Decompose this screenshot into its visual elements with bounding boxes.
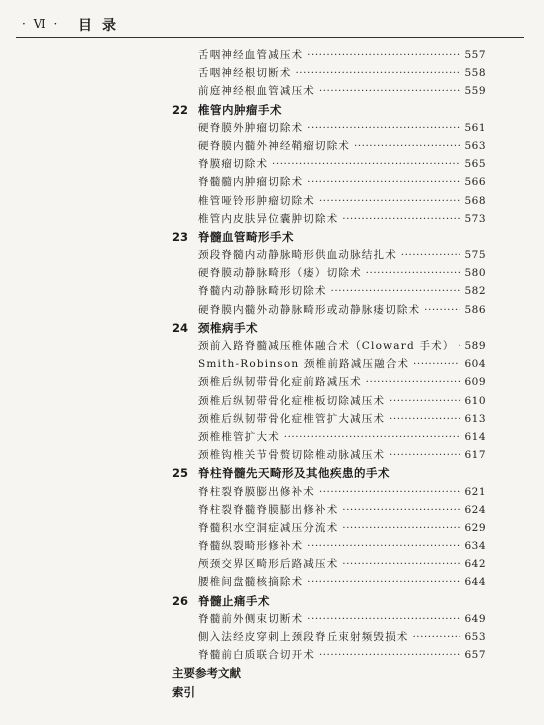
toc-back-matter (0, 664, 544, 682)
toc-entry (0, 173, 544, 191)
toc-entry (0, 210, 544, 228)
header-title: 目录 (78, 18, 126, 34)
entry-title: 颈椎后纵韧带骨化症椎板切除减压术 ····· (198, 392, 460, 410)
entry-page-number: 604 (464, 358, 486, 371)
toc-entry (0, 119, 544, 137)
entry-title: 脊柱裂脊膜膨出修补术 ····· (198, 483, 460, 501)
entry-page-number: 558 (464, 67, 486, 80)
entry-title: 脊髓前外侧束切断术 ····· (198, 610, 460, 628)
entry-title: 硬脊膜内髓外动静脉畸形或动静脉瘘切除术 ····· (198, 301, 460, 319)
toc-entry (0, 246, 544, 264)
entry-title: 颈椎椎管扩大术 ····· (198, 428, 460, 446)
entry-title: 椎管哑铃形肿瘤切除术 ····· (198, 192, 460, 210)
header-page-number: · Ⅵ · (22, 17, 60, 31)
toc-chapter-heading (0, 464, 544, 482)
entry-page-number: 657 (464, 649, 486, 662)
entry-page-number: 563 (464, 139, 486, 152)
entry-page-number: 589 (464, 340, 486, 352)
toc-entry (0, 628, 544, 646)
toc-entry (0, 137, 544, 155)
entry-page-number: 582 (464, 285, 486, 298)
entry-title: 颈段脊髓内动静脉畸形供血动脉结扎术 ····· (198, 246, 460, 264)
toc-entry (0, 355, 544, 373)
entry-title: 硬脊膜内髓外神经鞘瘤切除术 ····· (198, 137, 460, 155)
entry-title: 颈椎钩椎关节骨赘切除椎动脉减压术 ····· (198, 446, 460, 464)
toc-entry (0, 410, 544, 428)
toc-entry (0, 573, 544, 591)
chapter-number: 26 (172, 593, 189, 608)
entry-page-number: 649 (464, 612, 486, 625)
entry-page-number: 586 (464, 303, 486, 316)
header-rule (16, 37, 524, 38)
chapter-number: 25 (172, 466, 189, 481)
entry-page-number: 624 (464, 503, 486, 516)
toc-entry (0, 64, 544, 82)
entry-title: 脊髓积水空洞症减压分流术 ····· (198, 519, 460, 537)
entry-title: 脊髓纵裂畸形修补术 ····· (198, 537, 460, 555)
chapter-title: 脊柱脊髓先天畸形及其他疾患的手术 (198, 466, 390, 481)
entry-page-number: 557 (464, 49, 486, 61)
chapter-number: 22 (172, 102, 189, 117)
page-header (0, 0, 544, 40)
entry-page-number: 568 (464, 194, 486, 207)
toc-chapter-heading (0, 592, 544, 610)
entry-title: 脊膜瘤切除术 ····· (198, 155, 460, 173)
entry-title: 颈椎后纵韧带骨化症前路减压术 ····· (198, 373, 460, 391)
entry-title: 颈前入路脊髓减压椎体融合术（Cloward 手术） ····· (198, 337, 460, 355)
toc-entry (0, 555, 544, 573)
toc-entry (0, 46, 544, 64)
chapter-number: 23 (172, 229, 189, 244)
entry-page-number: 613 (464, 412, 486, 425)
toc-entry (0, 610, 544, 628)
entry-page-number: 614 (464, 430, 486, 443)
toc-back-matter (0, 683, 544, 701)
entry-page-number: 559 (464, 85, 486, 98)
entry-title: 側入法经皮穿刺上颈段脊丘束射频毁损术 ····· (198, 628, 460, 646)
toc-entry (0, 483, 544, 501)
entry-title: 脊髓内动静脉畸形切除术 ····· (198, 282, 460, 300)
entry-page-number: 621 (464, 485, 486, 498)
entry-title: 前庭神经根血管减压术 ····· (198, 82, 460, 100)
chapter-title: 脊髓血管畸形手术 (198, 229, 294, 244)
entry-title: 舌咽神经根切断术 ····· (198, 64, 460, 82)
toc-entry (0, 428, 544, 446)
entry-page-number: 565 (464, 158, 486, 171)
table-of-contents (0, 46, 544, 701)
entry-page-number: 642 (464, 558, 486, 571)
entry-title: 舌咽神经血管减压术 ····· (198, 46, 460, 64)
toc-entry (0, 446, 544, 464)
toc-entry (0, 155, 544, 173)
entry-page-number: 561 (464, 121, 486, 134)
toc-entry (0, 82, 544, 100)
toc-entry (0, 501, 544, 519)
toc-chapter-heading (0, 319, 544, 337)
back-matter-title: 索引 (172, 684, 195, 699)
entry-title: 硬脊膜动静脉畸形（瘘）切除术 ····· (198, 264, 460, 282)
chapter-title: 脊髓止痛手术 (198, 593, 270, 608)
entry-page-number: 644 (464, 576, 486, 589)
entry-title: 脊髓前白质联合切开术 ····· (198, 646, 460, 664)
chapter-title: 颈椎病手术 (198, 320, 258, 335)
toc-entry (0, 337, 544, 355)
toc-chapter-heading (0, 101, 544, 119)
entry-page-number: 609 (464, 376, 486, 389)
entry-page-number: 573 (464, 212, 486, 225)
toc-entry (0, 264, 544, 282)
chapter-number: 24 (172, 320, 189, 335)
entry-page-number: 629 (464, 521, 486, 534)
toc-entry (0, 537, 544, 555)
entry-title: Smith-Robinson 颈椎前路减压融合术 ····· (198, 355, 460, 373)
entry-page-number: 580 (464, 267, 486, 280)
entry-page-number: 566 (464, 176, 486, 189)
toc-entry (0, 192, 544, 210)
entry-title: 椎管内皮肤异位囊肿切除术 ····· (198, 210, 460, 228)
toc-entry (0, 646, 544, 664)
chapter-title: 椎管内肿瘤手术 (198, 102, 282, 117)
entry-title: 脊柱裂脊髓脊膜膨出修补术 ····· (198, 501, 460, 519)
toc-entry (0, 519, 544, 537)
entry-page-number: 634 (464, 540, 486, 553)
entry-page-number: 617 (464, 449, 486, 462)
entry-page-number: 610 (464, 394, 486, 407)
entry-title: 硬脊膜外肿瘤切除术 ····· (198, 119, 460, 137)
entry-title: 颈椎后纵韧带骨化症椎管扩大减压术 ····· (198, 410, 460, 428)
toc-entry (0, 392, 544, 410)
entry-title: 颅颈交界区畸形后路减压术 ····· (198, 555, 460, 573)
toc-chapter-heading (0, 228, 544, 246)
back-matter-title: 主要参考文献 (172, 666, 241, 681)
toc-entry (0, 373, 544, 391)
entry-page-number: 653 (464, 631, 486, 643)
entry-title: 腰椎间盘髓核摘除术 ····· (198, 573, 460, 591)
toc-entry (0, 282, 544, 300)
entry-title: 脊髓髓内肿瘤切除术 ····· (198, 173, 460, 191)
entry-page-number: 575 (464, 249, 486, 262)
toc-entry (0, 301, 544, 319)
